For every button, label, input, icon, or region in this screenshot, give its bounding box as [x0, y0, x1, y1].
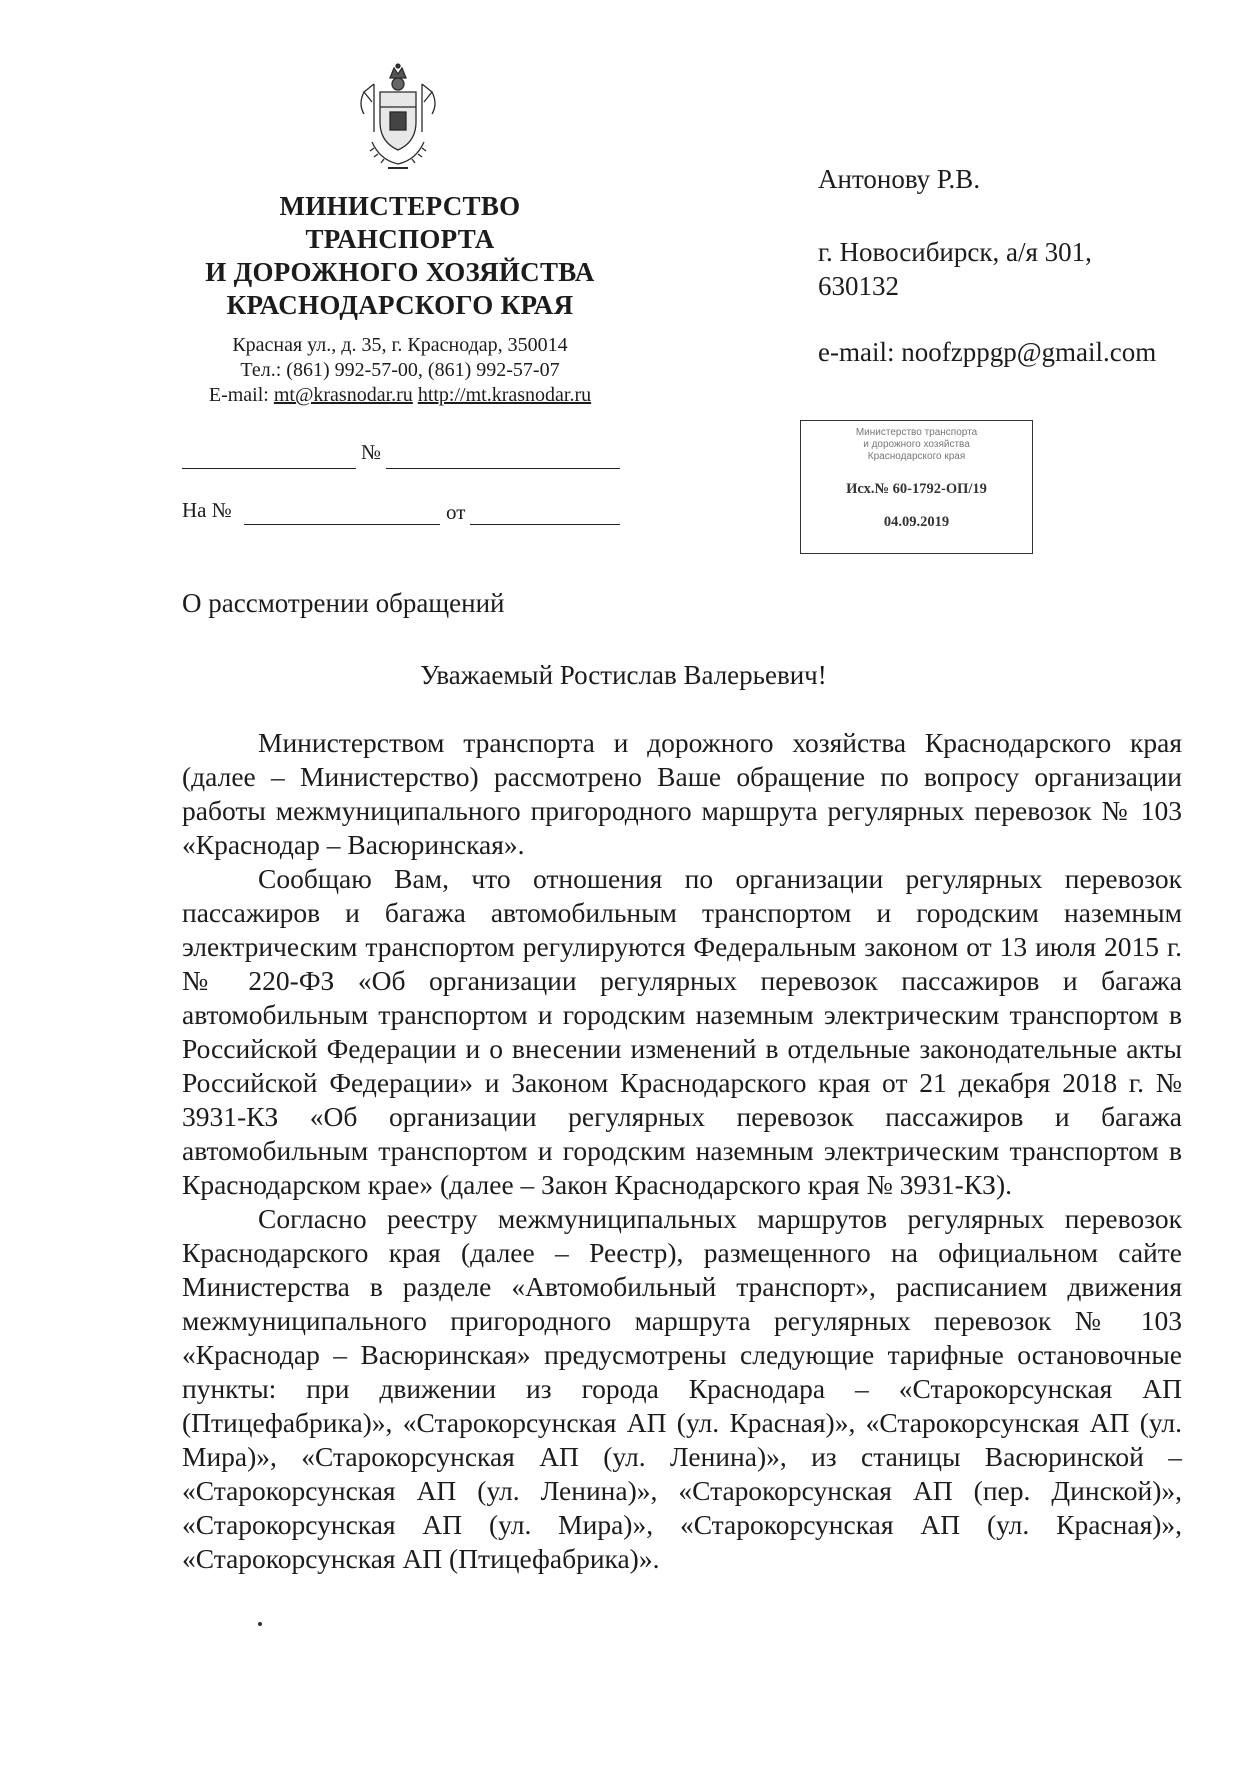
recipient-address [818, 235, 1238, 303]
ministry-email-link[interactable]: mt@krasnodar.ru [273, 384, 413, 406]
ministry-name [150, 190, 650, 322]
recipient-name: Антонову Р.В. [818, 164, 981, 194]
email-prefix: E-mail: [208, 384, 269, 406]
ministry-email-line [150, 383, 650, 408]
letter-salutation: Уважаемый Ростислав Валерьевич! [420, 660, 827, 690]
stamp-outgoing-number: Исх.№ 60-1792-ОП/19 [846, 481, 987, 497]
ministry-line: КРАСНОДАРСКОГО КРАЯ [226, 290, 574, 320]
reply-to-label: На № [182, 498, 232, 522]
ministry-phones: Тел.: (861) 992-57-00, (861) 992-57-07 [240, 359, 560, 381]
ministry-website-link[interactable]: http://mt.krasnodar.ru [417, 384, 592, 406]
ministry-line: ТРАНСПОРТА [305, 224, 495, 254]
ministry-line: МИНИСТЕРСТВО [279, 191, 521, 221]
letter-body [182, 726, 1182, 1576]
body-paragraph: Сообщаю Вам, что отношения по организации регулярных перевозок пассажиров и багажа автомобильным транспортом и городским наземным электрическим транспортом регулируются Федеральным законом от 13 июля 2015 г. № 220-ФЗ «Об организации регулярных перевозок пассажиров и багажа автомобильным транспортом и городским наземным электрическим транспортом в Российской Федерации и о внесении изменений в отдельные законодательные акты Российской Федерации» и Законом Краснодарского края от 21 декабря 2018 г. № 3931-КЗ «Об организации регулярных перевозок пассажиров и багажа автомобильным транспортом и городским наземным электрическим транспортом в Краснодарском крае» (далее – Закон Краснодарского края № 3931-КЗ). [182, 863, 1182, 1200]
body-paragraph: Министерством транспорта и дорожного хозяйства Краснодарского края (далее – Министерство) рассмотрено Ваше обращение по вопросу организации работы межмуниципального пригородного маршрута регулярных перевозок № 103 «Краснодар – Васюринская». [182, 727, 1182, 860]
stamp-organization [801, 427, 1032, 463]
letter-subject: О рассмотрении обращений [182, 588, 505, 618]
ministry-contacts [150, 333, 650, 408]
recipient-address-line: г. Новосибирск, а/я 301, [818, 237, 1092, 267]
reply-to-number-line [244, 524, 440, 525]
number-sign: № [361, 440, 382, 464]
reply-to-date-line [470, 524, 620, 525]
from-label: от [446, 500, 466, 524]
coat-of-arms-emblem [350, 62, 446, 174]
registration-stamp [800, 420, 1033, 554]
recipient-email: e-mail: noofzppgp@gmail.com [818, 337, 1157, 367]
outgoing-number-line-right [386, 468, 620, 469]
ministry-address: Красная ул., д. 35, г. Краснодар, 350014 [232, 334, 568, 356]
stamp-org-line: Краснодарского края [867, 451, 966, 462]
stamp-org-line: и дорожного хозяйства [863, 439, 970, 450]
outgoing-number-line-left [182, 468, 356, 469]
stray-mark [258, 1622, 262, 1626]
ministry-line: И ДОРОЖНОГО ХОЗЯЙСТВА [205, 257, 595, 287]
recipient-postcode: 630132 [818, 271, 899, 301]
body-paragraph: Согласно реестру межмуниципальных маршрутов регулярных перевозок Краснодарского края (далее – Реестр), размещенного на официальном сайте Министерства в разделе «Автомобильный транспорт», расписанием движения межмуниципального пригородного маршрута регулярных перевозок № 103 «Краснодар – Васюринская» предусмотрены следующие тарифные остановочные пункты: при движении из города Краснодара – «Старокорсунская АП (Птицефабрика)», «Старокорсунская АП (ул. Красная)», «Старокорсунская АП (ул. Мира)», «Старокорсунская АП (ул. Ленина)», из станицы Васюринской – «Старокорсунская АП (ул. Ленина)», «Старокорсунская АП (пер. Динской)», «Старокорсунская АП (ул. Мира)», «Старокорсунская АП (ул. Красная)», «Старокорсунская АП (Птицефабрика)». [182, 1203, 1182, 1574]
stamp-date: 04.09.2019 [883, 514, 950, 530]
stamp-org-line: Министерство транспорта [855, 427, 978, 438]
